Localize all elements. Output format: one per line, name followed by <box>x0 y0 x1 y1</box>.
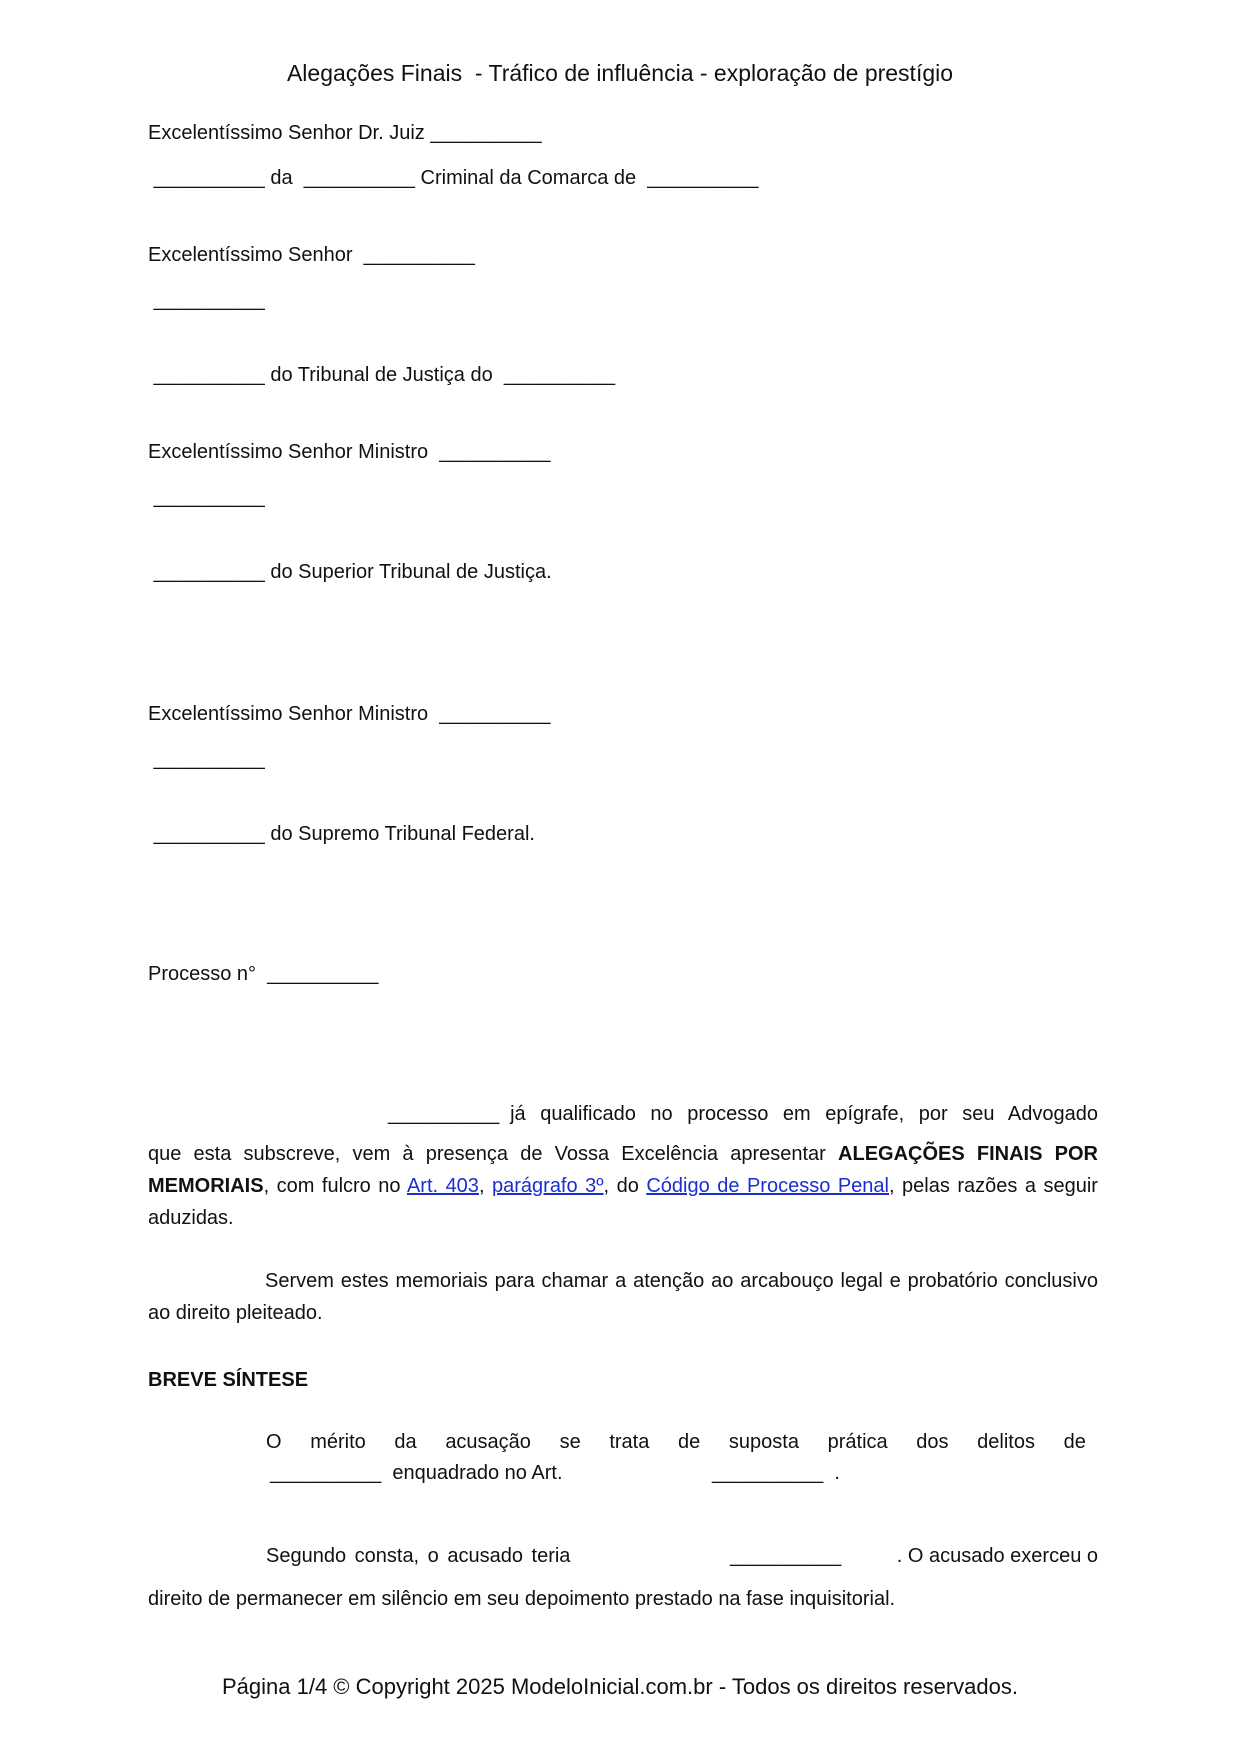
merito-word: suposta <box>728 1431 799 1453</box>
page-footer: Página 1/4 © Copyright 2025 ModeloInicial.com.br - Todos os direitos reservados. <box>222 1674 1018 1699</box>
senhor-label: Excelentíssimo Senhor <box>148 244 353 266</box>
link-art-403[interactable]: Art. 403 <box>406 1175 479 1197</box>
addressee-juiz <box>148 122 542 145</box>
merito-word: delitos <box>977 1431 1035 1453</box>
da-label: da <box>270 167 293 189</box>
intro-paragraph <box>148 1138 1098 1234</box>
addressee-blank-line <box>148 748 265 771</box>
memoriais-text: Servem estes memoriais para chamar a atenção ao arcabouço legal e probatório conclusivo ao direito pleiteado. <box>148 1270 1098 1324</box>
blank-field: __________ <box>363 244 475 266</box>
ministro-label: Excelentíssimo Senhor Ministro <box>148 441 429 463</box>
processo-number <box>148 963 378 986</box>
blank-field: __________ <box>153 748 265 770</box>
section-heading: BREVE SÍNTESE <box>148 1369 309 1391</box>
blank-field: __________ <box>153 167 265 189</box>
blank-field: __________ <box>153 364 265 386</box>
blank-field: __________ <box>388 1103 500 1125</box>
merito-word: dos <box>916 1431 949 1453</box>
blank-field: __________ <box>153 823 265 845</box>
alegacoes-bold: ALEGAÇÕES FINAIS POR MEMORIAIS <box>148 1143 1098 1197</box>
blank-field: __________ <box>439 703 551 725</box>
blank-field: __________ <box>267 963 379 985</box>
period: . <box>834 1462 840 1484</box>
blank-field: __________ <box>430 122 542 144</box>
merito-word: prática <box>827 1431 888 1453</box>
segundo-start: Segundo consta, o acusado teria <box>266 1545 571 1567</box>
segundo-blank <box>730 1545 841 1568</box>
addressee-stj <box>148 561 552 584</box>
merito-word: da <box>394 1431 417 1453</box>
addressee-stf <box>148 823 535 846</box>
merito-word: de <box>1063 1431 1086 1453</box>
link-paragrafo-3[interactable]: parágrafo 3º <box>492 1175 604 1197</box>
merito-line-2 <box>270 1462 563 1485</box>
memoriais-paragraph <box>148 1265 1098 1329</box>
merito-word: mérito <box>310 1431 366 1453</box>
merito-line <box>266 1431 1086 1454</box>
blank-field: __________ <box>647 167 759 189</box>
enquadrado-text: enquadrado no Art. <box>392 1462 563 1484</box>
addressee-ministro-stj <box>148 441 550 464</box>
merito-word: acusação <box>445 1431 531 1453</box>
merito-word: se <box>559 1431 581 1453</box>
blank-field: __________ <box>153 289 265 311</box>
merito-word: de <box>678 1431 701 1453</box>
blank-field: __________ <box>153 486 265 508</box>
segundo-line-2: direito de permanecer em silêncio em seu depoimento prestado na fase inquisitorial. <box>148 1588 896 1610</box>
blank-field: __________ <box>439 441 551 463</box>
intro-text: , com fulcro no <box>263 1175 407 1197</box>
addressee-blank-line <box>148 289 265 312</box>
processo-label: Processo n° <box>148 963 257 985</box>
segundo-end: . O acusado exerceu o <box>896 1545 1098 1567</box>
blank-field: __________ <box>730 1545 842 1567</box>
addressee-senhor <box>148 244 475 267</box>
link-codigo-processo-penal[interactable]: Código de Processo Penal <box>646 1175 889 1197</box>
addressee-ministro-stf <box>148 703 550 726</box>
stf-label: do Supremo Tribunal Federal. <box>270 823 535 845</box>
merito-word: trata <box>609 1431 650 1453</box>
juiz-label: Excelentíssimo Senhor Dr. Juiz <box>148 122 425 144</box>
addressee-blank-line <box>148 486 265 509</box>
blank-field: __________ <box>712 1462 824 1484</box>
document-title: Alegações Finais - Tráfico de influência - exploração de prestígio <box>286 60 954 86</box>
intro-line1-text: já qualificado no processo em epígrafe, por seu Advogado <box>510 1103 1098 1125</box>
blank-field: __________ <box>153 561 265 583</box>
intro-sep: , <box>478 1175 492 1197</box>
comarca-label: Criminal da Comarca de <box>420 167 637 189</box>
merito-word: O <box>266 1431 282 1453</box>
addressee-comarca <box>148 167 759 190</box>
blank-field: __________ <box>303 167 415 189</box>
addressee-tribunal <box>148 364 615 387</box>
stj-label: do Superior Tribunal de Justiça. <box>270 561 552 583</box>
intro-sep: , do <box>603 1175 647 1197</box>
merito-line-2-end <box>712 1462 840 1485</box>
intro-text: , pelas razões a seguir aduzidas. <box>148 1175 1098 1229</box>
intro-first-line <box>388 1103 1098 1126</box>
blank-field: __________ <box>270 1462 382 1484</box>
ministro-label: Excelentíssimo Senhor Ministro <box>148 703 429 725</box>
tribunal-label: do Tribunal de Justiça do <box>270 364 493 386</box>
blank-field: __________ <box>503 364 616 386</box>
intro-text: que esta subscreve, vem à presença de Vossa Excelência apresentar <box>148 1143 839 1165</box>
